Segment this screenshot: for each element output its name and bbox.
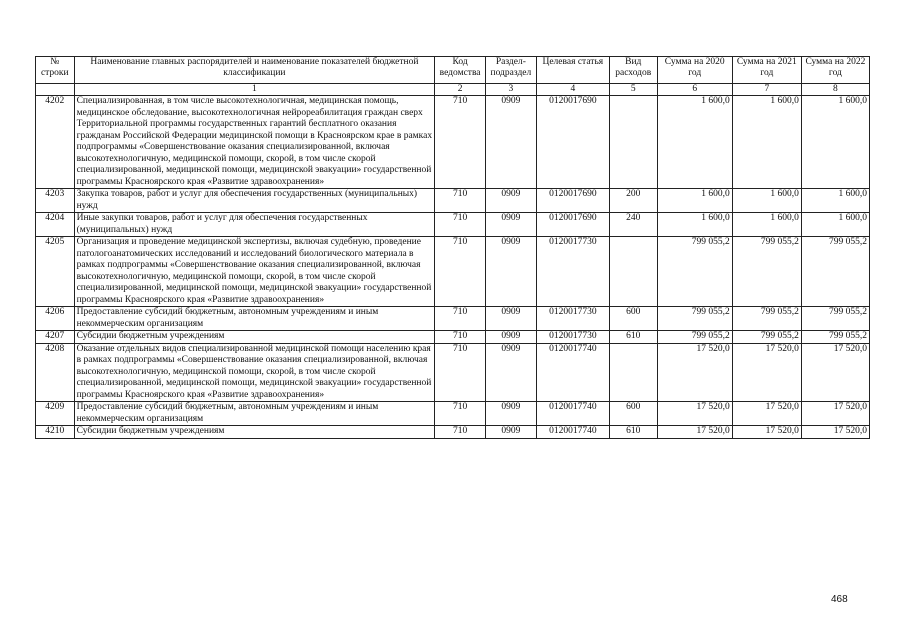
row-number: 4210 <box>36 426 75 439</box>
sum-2020: 799 055,2 <box>657 307 732 331</box>
row-number: 4206 <box>36 307 75 331</box>
sum-2022: 799 055,2 <box>801 331 869 344</box>
expense-type <box>609 96 657 189</box>
target-article: 0120017730 <box>536 331 609 344</box>
header-row <box>36 57 870 84</box>
row-description: Субсидии бюджетным учреждениям <box>74 331 435 344</box>
row-number: 4207 <box>36 331 75 344</box>
expense-type: 600 <box>609 402 657 426</box>
sum-2022: 799 055,2 <box>801 307 869 331</box>
sum-2020: 799 055,2 <box>657 237 732 307</box>
col-header-section: Раздел-подраздел <box>485 57 536 84</box>
table-header <box>36 57 870 96</box>
row-description: Иные закупки товаров, работ и услуг для обеспечения государственных (муниципальных) нужд <box>74 213 435 237</box>
sum-2022: 1 600,0 <box>801 213 869 237</box>
target-article: 0120017740 <box>536 402 609 426</box>
sum-2021: 1 600,0 <box>732 189 801 213</box>
table-row <box>36 96 870 189</box>
row-description: Специализированная, в том числе высокотехнологичная, медицинская помощь, медицинское обследование, высокотехнологичная нейрореабилитация граждан сверх Территориальной программы государственных гарантий бесплатного оказания гражданам Российской Федерации медицинской помощи в Красноярском крае в рамках подпрограммы «Совершенствование оказания специализированной, включая высокотехнологичную, медицинской помощи, скорой, в том числе скорой специализированной, медицинской помощи, медицинской эвакуации» государственной программы Красноярского края «Развитие здравоохранения» <box>74 96 435 189</box>
col-number: 3 <box>485 84 536 96</box>
row-description: Закупка товаров, работ и услуг для обеспечения государственных (муниципальных) нужд <box>74 189 435 213</box>
department-code: 710 <box>435 331 486 344</box>
column-number-row <box>36 84 870 96</box>
col-header-sum-2020: Сумма на 2020 год <box>657 57 732 84</box>
sum-2020: 1 600,0 <box>657 189 732 213</box>
sum-2021: 799 055,2 <box>732 307 801 331</box>
row-number: 4202 <box>36 96 75 189</box>
expense-type: 610 <box>609 331 657 344</box>
department-code: 710 <box>435 237 486 307</box>
col-number: 1 <box>74 84 435 96</box>
sum-2020: 17 520,0 <box>657 426 732 439</box>
table-body <box>36 96 870 439</box>
col-header-description: Наименование главных распорядителей и наименование показателей бюджетной классификации <box>74 57 435 84</box>
section-code: 0909 <box>485 426 536 439</box>
table-row <box>36 213 870 237</box>
sum-2022: 17 520,0 <box>801 343 869 402</box>
table-row <box>36 343 870 402</box>
col-header-target-article: Целевая статья <box>536 57 609 84</box>
sum-2020: 799 055,2 <box>657 331 732 344</box>
sum-2020: 17 520,0 <box>657 402 732 426</box>
sum-2020: 1 600,0 <box>657 96 732 189</box>
table-row <box>36 402 870 426</box>
sum-2022: 799 055,2 <box>801 237 869 307</box>
col-number: 6 <box>657 84 732 96</box>
target-article: 0120017690 <box>536 189 609 213</box>
department-code: 710 <box>435 96 486 189</box>
department-code: 710 <box>435 189 486 213</box>
target-article: 0120017740 <box>536 343 609 402</box>
col-number: 4 <box>536 84 609 96</box>
expense-type: 200 <box>609 189 657 213</box>
sum-2021: 1 600,0 <box>732 96 801 189</box>
section-code: 0909 <box>485 331 536 344</box>
section-code: 0909 <box>485 402 536 426</box>
row-description: Предоставление субсидий бюджетным, автономным учреждениям и иным некоммерческим организациям <box>74 402 435 426</box>
table-row <box>36 426 870 439</box>
sum-2021: 799 055,2 <box>732 331 801 344</box>
row-number: 4208 <box>36 343 75 402</box>
table-row <box>36 237 870 307</box>
department-code: 710 <box>435 213 486 237</box>
budget-table <box>35 56 870 439</box>
expense-type: 600 <box>609 307 657 331</box>
page-number: 468 <box>831 594 848 605</box>
col-header-row-number: № строки <box>36 57 75 84</box>
sum-2020: 17 520,0 <box>657 343 732 402</box>
row-description: Предоставление субсидий бюджетным, автономным учреждениям и иным некоммерческим организациям <box>74 307 435 331</box>
target-article: 0120017690 <box>536 96 609 189</box>
expense-type <box>609 343 657 402</box>
target-article: 0120017740 <box>536 426 609 439</box>
expense-type: 610 <box>609 426 657 439</box>
col-number: 7 <box>732 84 801 96</box>
sum-2022: 1 600,0 <box>801 96 869 189</box>
department-code: 710 <box>435 402 486 426</box>
sum-2022: 1 600,0 <box>801 189 869 213</box>
row-number: 4209 <box>36 402 75 426</box>
row-description: Субсидии бюджетным учреждениям <box>74 426 435 439</box>
col-number: 5 <box>609 84 657 96</box>
col-number: 8 <box>801 84 869 96</box>
section-code: 0909 <box>485 343 536 402</box>
sum-2021: 17 520,0 <box>732 343 801 402</box>
sum-2020: 1 600,0 <box>657 213 732 237</box>
table-row <box>36 331 870 344</box>
target-article: 0120017690 <box>536 213 609 237</box>
sum-2021: 17 520,0 <box>732 426 801 439</box>
sum-2021: 17 520,0 <box>732 402 801 426</box>
table-row <box>36 307 870 331</box>
department-code: 710 <box>435 343 486 402</box>
section-code: 0909 <box>485 213 536 237</box>
col-number: 2 <box>435 84 486 96</box>
col-header-sum-2021: Сумма на 2021 год <box>732 57 801 84</box>
col-header-sum-2022: Сумма на 2022 год <box>801 57 869 84</box>
sum-2021: 799 055,2 <box>732 237 801 307</box>
row-description: Оказание отдельных видов специализированной медицинской помощи населению края в рамках подпрограммы «Совершенствование оказания специализированной, включая высокотехнологичную, медицинской помощи, скорой, в том числе скорой специализированной, медицинской помощи, медицинской эвакуации» государственной программы Красноярского края «Развитие здравоохранения» <box>74 343 435 402</box>
sum-2021: 1 600,0 <box>732 213 801 237</box>
section-code: 0909 <box>485 237 536 307</box>
section-code: 0909 <box>485 307 536 331</box>
row-number: 4203 <box>36 189 75 213</box>
row-number: 4205 <box>36 237 75 307</box>
row-number: 4204 <box>36 213 75 237</box>
department-code: 710 <box>435 307 486 331</box>
expense-type: 240 <box>609 213 657 237</box>
section-code: 0909 <box>485 96 536 189</box>
col-header-department-code: Код ведомства <box>435 57 486 84</box>
expense-type <box>609 237 657 307</box>
target-article: 0120017730 <box>536 237 609 307</box>
table-row <box>36 189 870 213</box>
row-description: Организация и проведение медицинской экспертизы, включая судебную, проведение патологоанатомических исследований и исследований биологического материала в рамках подпрограммы «Совершенствование оказания специализированной, включая высокотехнологичную, медицинской помощи, скорой, в том числе скорой специализированной, медицинской помощи, медицинской эвакуации» государственной программы Красноярского края «Развитие здравоохранения» <box>74 237 435 307</box>
col-header-expense-type: Вид расходов <box>609 57 657 84</box>
target-article: 0120017730 <box>536 307 609 331</box>
sum-2022: 17 520,0 <box>801 426 869 439</box>
col-number <box>36 84 75 96</box>
department-code: 710 <box>435 426 486 439</box>
section-code: 0909 <box>485 189 536 213</box>
sum-2022: 17 520,0 <box>801 402 869 426</box>
